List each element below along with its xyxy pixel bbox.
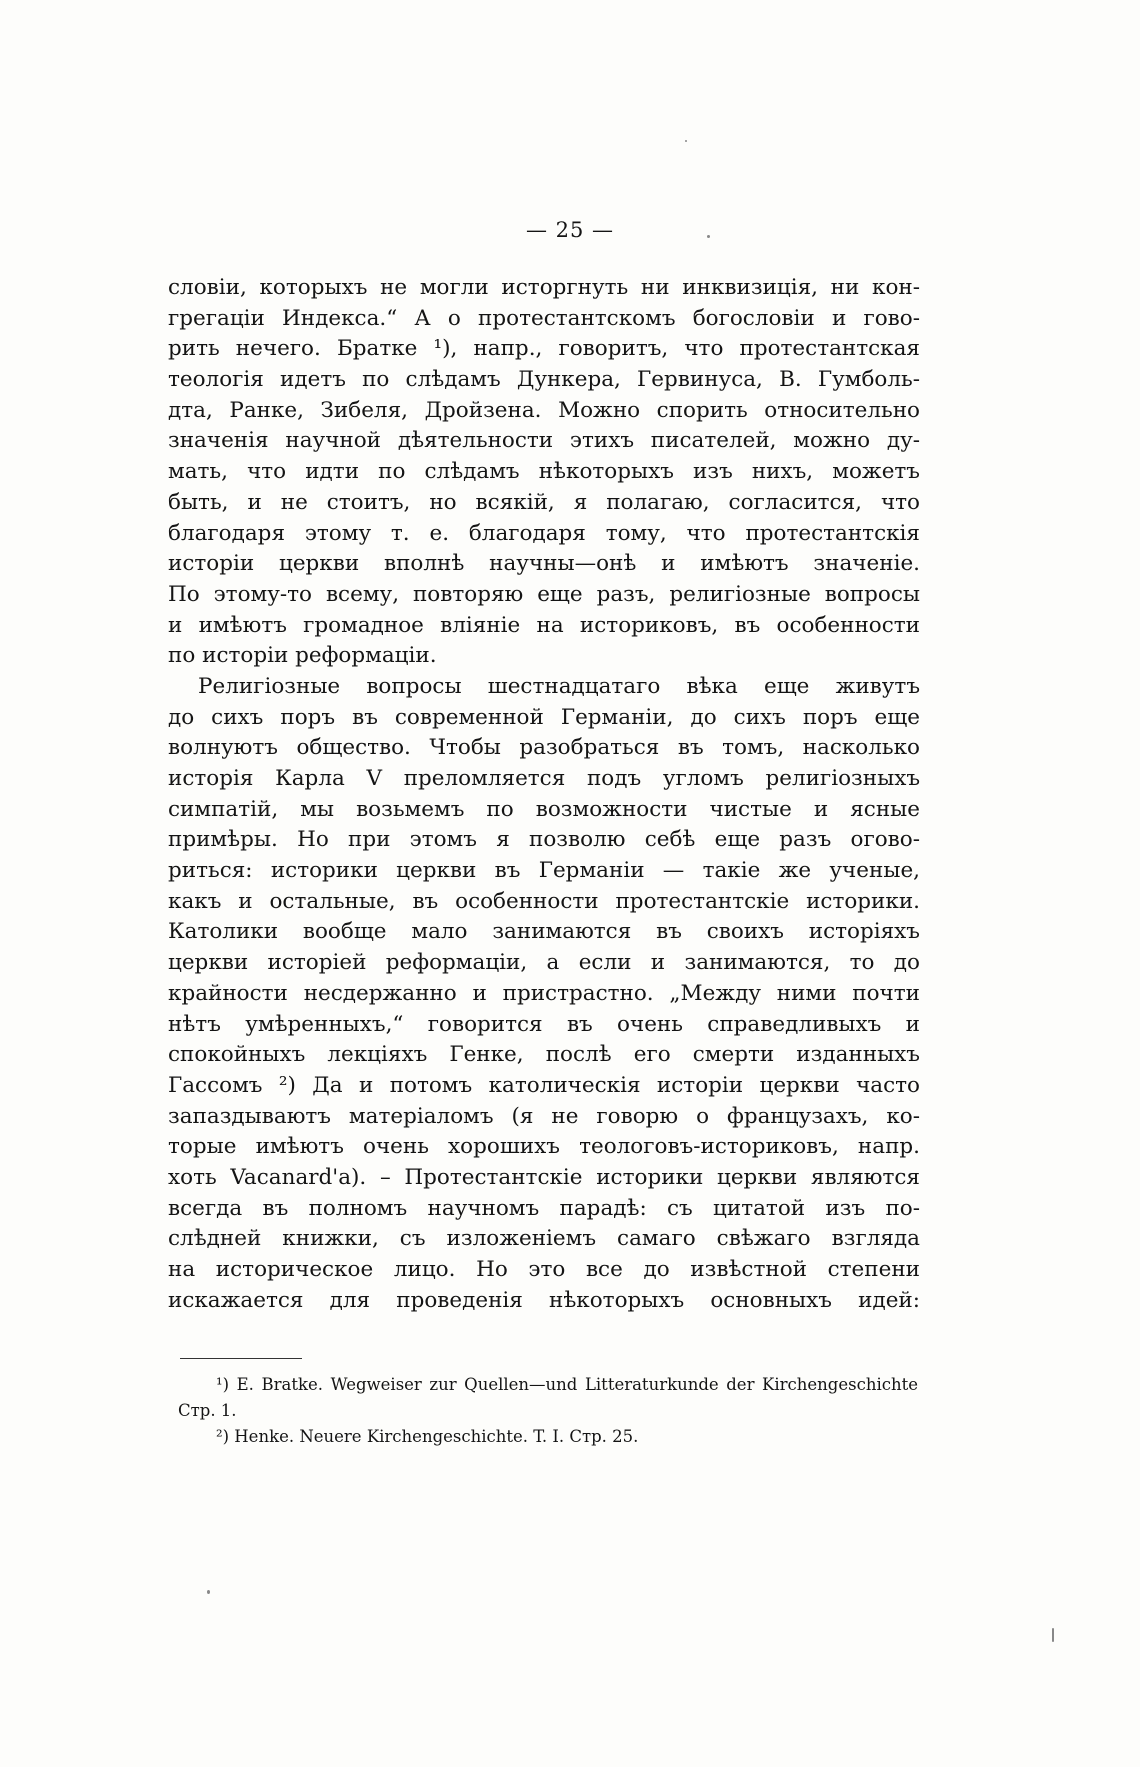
text-line: какъ и остальные, въ особенности протестантскiе историки. bbox=[168, 888, 920, 914]
text-line: крайности несдержанно и пристрастно. „Между ними почти bbox=[168, 980, 920, 1006]
text-line: до сихъ поръ въ современной Германiи, до сихъ поръ еще bbox=[168, 704, 920, 730]
footnote-1: ¹) E. Bratke. Wegweiser zur Quellen—und Litteraturkunde der Kirchengeschichte bbox=[216, 1375, 918, 1394]
footnote-2: ²) Henke. Neuere Kirchengeschichte. T. I. Стр. 25. bbox=[216, 1427, 639, 1446]
text-line: быть, и не стоитъ, но всякiй, я полагаю, согласится, что bbox=[168, 489, 920, 515]
scan-speck bbox=[707, 235, 710, 238]
text-line: теологiя идетъ по слѣдамъ Дункера, Гервинуса, В. Гумболь- bbox=[168, 367, 920, 393]
footnotes bbox=[178, 1372, 918, 1450]
text-line: слѣдней книжки, съ изложенiемъ самаго свѣжаго взгляда bbox=[168, 1226, 920, 1252]
text-line-paragraph-start: Религiозные вопросы шестнадцатаго вѣка еще живутъ bbox=[198, 673, 920, 699]
text-line: Католики вообще мало занимаются въ своихъ исторiяхъ bbox=[168, 919, 920, 945]
text-line: дта, Ранке, Зибеля, Дройзена. Можно спорить относительно bbox=[168, 397, 920, 423]
text-line: на историческое лицо. Но это все до извѣстной степени bbox=[168, 1257, 920, 1282]
text-line: симпатiй, мы возьмемъ по возможности чистые и ясные bbox=[168, 796, 920, 822]
text-line: мать, что идти по слѣдамъ нѣкоторыхъ изъ нихъ, можетъ bbox=[168, 459, 920, 485]
scan-speck bbox=[207, 1590, 210, 1594]
text-line: церкви исторiей реформацiи, а если и занимаются, то до bbox=[168, 950, 920, 976]
text-line: значенiя научной дѣятельности этихъ писателей, можно ду- bbox=[168, 428, 920, 454]
footnote-1-continuation: Стр. 1. bbox=[178, 1401, 237, 1420]
text-line: благодаря этому т. е. благодаря тому, что протестантскiя bbox=[168, 520, 920, 546]
text-line: По этому-то всему, повторяю еще разъ, религiозные вопросы bbox=[168, 581, 920, 607]
text-line: словіи, которыхъ не могли исторгнуть ни инквизицiя, ни кон- bbox=[168, 275, 920, 300]
text-line-paragraph-end: по исторiи реформацiи. bbox=[168, 643, 437, 669]
footnote-separator bbox=[180, 1358, 302, 1359]
text-line: нѣтъ умѣренныхъ,“ говорится въ очень справедливыхъ и bbox=[168, 1011, 920, 1037]
text-line: примѣры. Но при этомъ я позволю себѣ еще разъ огово- bbox=[168, 827, 920, 853]
text-line: волнуютъ общество. Чтобы разобраться въ томъ, насколько bbox=[168, 735, 920, 761]
text-line: риться: историки церкви въ Германiи — такiе же ученые, bbox=[168, 858, 920, 884]
text-line: исторiи церкви вполнѣ научны—онѣ и имѣютъ значенiе. bbox=[168, 551, 920, 577]
text-line: запаздываютъ матерiаломъ (я не говорю о французахъ, ко- bbox=[168, 1103, 920, 1129]
page-number: — 25 — bbox=[525, 218, 615, 242]
scan-speck bbox=[685, 140, 687, 142]
text-line: торые имѣютъ очень хорошихъ теологовъ-историковъ, напр. bbox=[168, 1134, 920, 1160]
text-line: спокойныхъ лекцiяхъ Генке, послѣ его смерти изданныхъ bbox=[168, 1042, 920, 1068]
body-text bbox=[168, 273, 920, 1316]
text-line: исторiя Карла V преломляется подъ угломъ религiозныхъ bbox=[168, 766, 920, 791]
text-line: всегда въ полномъ научномъ парадѣ: съ цитатой изъ по- bbox=[168, 1195, 920, 1221]
scan-speck bbox=[1052, 1628, 1054, 1642]
text-line: грегацiи Индекса.“ А о протестантскомъ богословiи и гово- bbox=[168, 305, 920, 331]
text-line: и имѣютъ громадное влiянiе на историковъ, въ особенности bbox=[168, 612, 920, 638]
text-line: Гассомъ ²) Да и потомъ католическiя исторiи церкви часто bbox=[168, 1072, 920, 1098]
text-line: искажается для проведенiя нѣкоторыхъ основныхъ идей: bbox=[168, 1287, 920, 1313]
text-line: хоть Vacanard'a). – Протестантскiе историки церкви являются bbox=[168, 1164, 920, 1190]
text-line: рить нечего. Братке ¹), напр., говоритъ, что протестантская bbox=[168, 336, 920, 362]
